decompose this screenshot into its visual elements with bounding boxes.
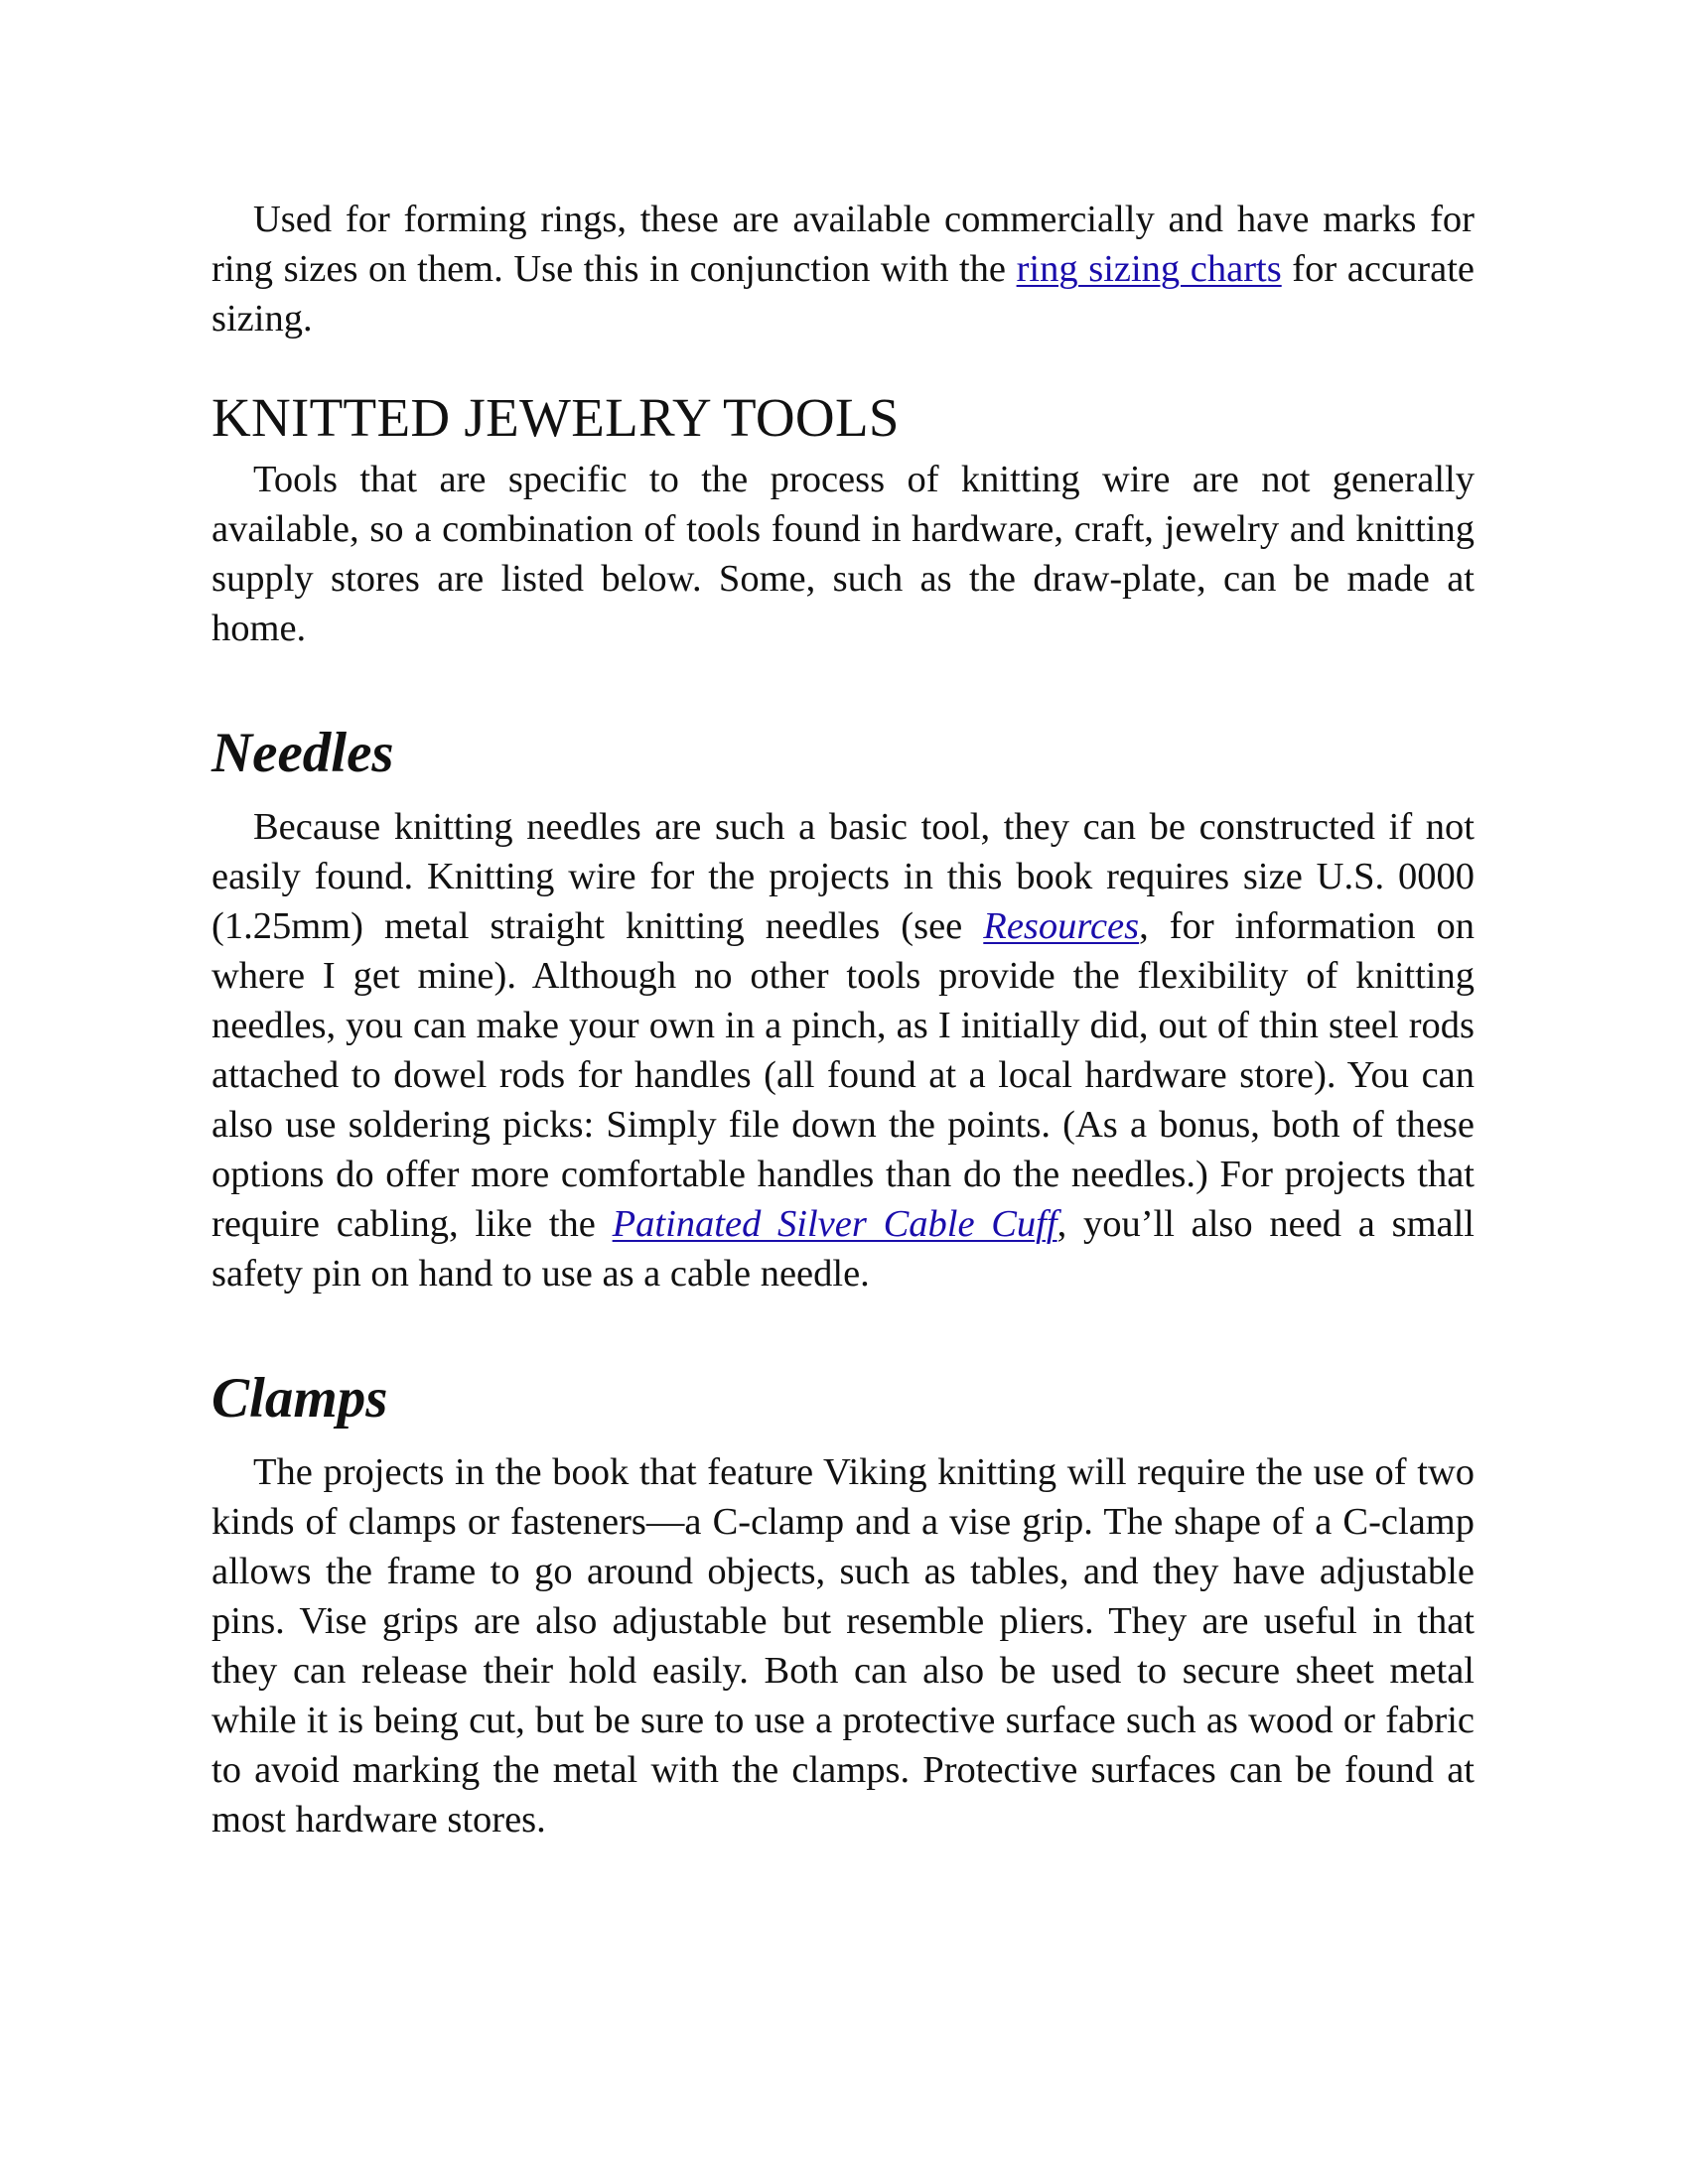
resources-link[interactable]: Resources (983, 905, 1140, 947)
clamps-paragraph: The projects in the book that feature Viking knitting will require the use of two kinds of clamps or fasteners—a C-clamp and a vise grip. The shape of a C-clamp allows the frame to go around objects, such as tables, and they have adjustable pins. Vise grips are also adjustable but resemble pliers. They are useful in that they can release their hold easily. Both can also be used to secure sheet metal while it is being cut, but be sure to use a protective surface such as wood or fabric to avoid marking the metal with the clamps. Protective surfaces can be found at most hardware stores. (211, 1451, 1475, 1841)
needles-text-part3: , you’ll also need a small safety pin on hand to use as a cable needle. (211, 1203, 1475, 1295)
tools-paragraph: Tools that are specific to the process of knitting wire are not generally available, so a combination of tools found in hardware, craft, jewelry and knitting supply stores are listed below. Some, such as the draw-plate, can be made at home. (211, 459, 1475, 649)
subheading-needles: Needles (211, 722, 394, 784)
subheading-clamps: Clamps (211, 1367, 388, 1430)
needles-text-part1: Because knitting needles are such a basic tool, they can be constructed if not easily found. Knitting wire for the projects in this book requires size U.S. 0000 (1.25mm) metal straight knitting needles (see (211, 806, 1475, 947)
intro-text-before-link: Used for forming rings, these are available commercially and have marks for ring sizes on them. Use this in conjunction with the (211, 199, 1475, 290)
document-page (211, 195, 1475, 1844)
patinated-silver-cable-cuff-link[interactable]: Patinated Silver Cable Cuff (612, 1203, 1057, 1245)
needles-paragraph (211, 802, 1475, 1298)
intro-paragraph (211, 195, 1475, 343)
needles-text-part2: , for information on where I get mine). Although no other tools provide the flexibility of knitting needles, you can make your own in a pinch, as I initially did, out of thin steel rods attached to dowel rods for handles (all found at a local hardware store). You can also use soldering picks: Simply file down the points. (As a bonus, both of these options do offer more comfortable handles than do the needles.) For projects that require cabling, like the (211, 905, 1475, 1245)
intro-text-after-link: for accurate sizing. (211, 248, 1475, 340)
section-heading-knitted-jewelry-tools: KNITTED JEWELRY TOOLS (211, 387, 900, 448)
ring-sizing-charts-link[interactable]: ring sizing charts (1016, 248, 1282, 290)
